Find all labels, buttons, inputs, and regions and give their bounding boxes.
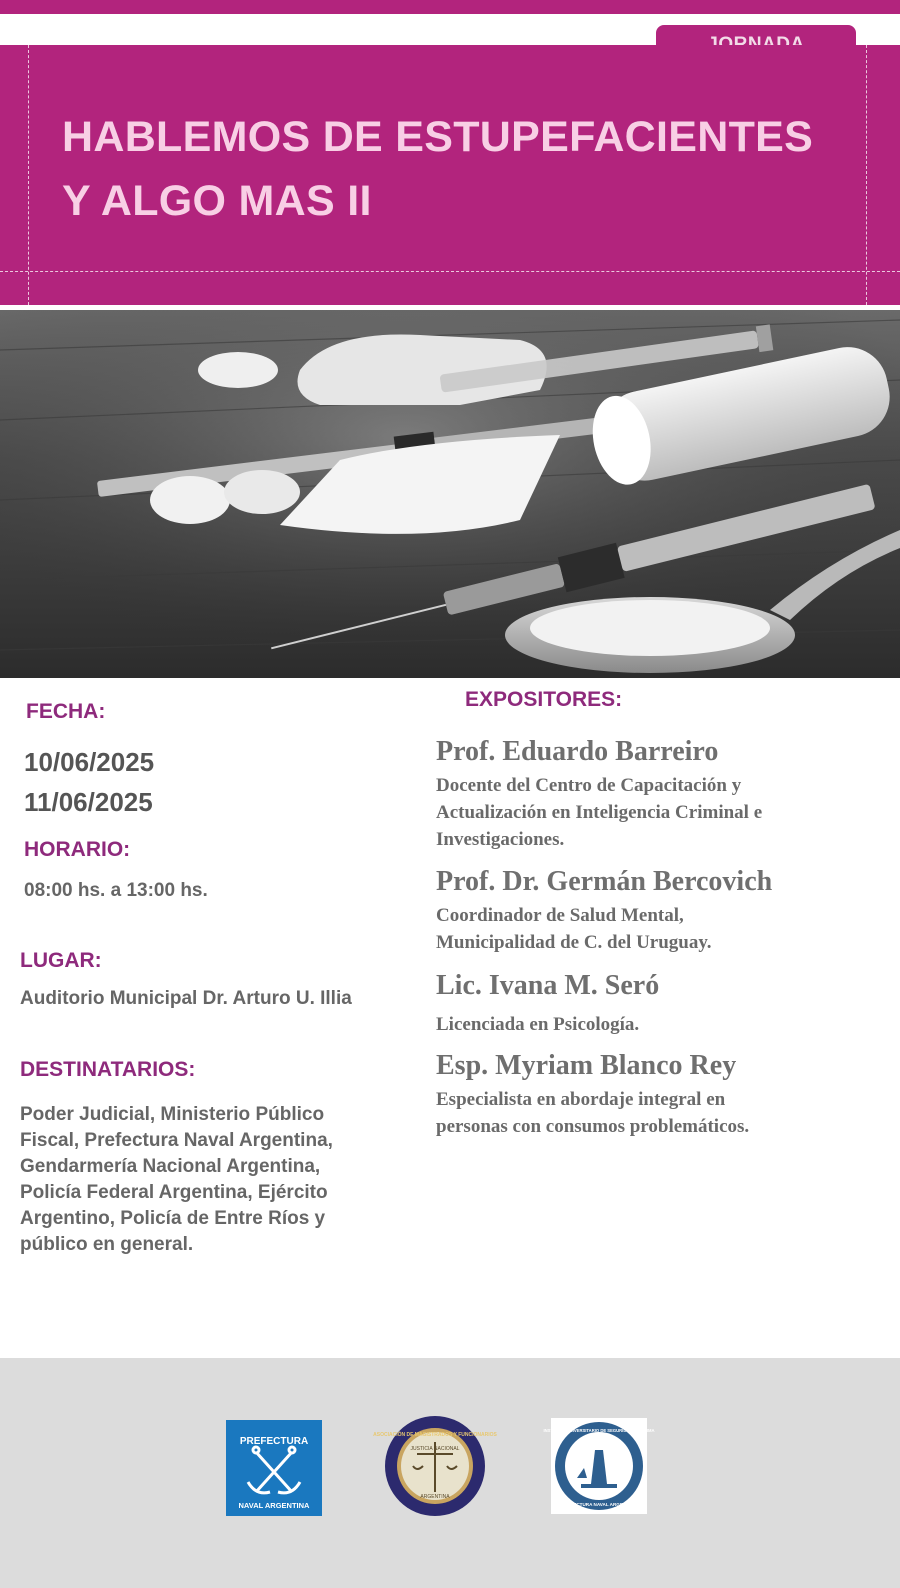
speaker-name: Lic. Ivana M. Seró bbox=[436, 970, 660, 1001]
drugs-illustration bbox=[0, 310, 900, 678]
destinatarios-label: DESTINATARIOS: bbox=[20, 1058, 196, 1081]
instituto-logo-art bbox=[543, 1418, 655, 1514]
footer bbox=[0, 1358, 900, 1588]
lugar-value: Auditorio Municipal Dr. Arturo U. Illia bbox=[20, 988, 352, 1009]
banner-dashed-line bbox=[28, 45, 29, 305]
fecha-label: FECHA: bbox=[26, 700, 106, 723]
logo2-text-country: ARGENTINA bbox=[420, 1494, 450, 1500]
speaker-desc bbox=[436, 1011, 886, 1038]
speaker-desc bbox=[436, 902, 886, 956]
banner-dashed-line bbox=[866, 45, 867, 305]
logo2-text-arc: ASOCIACIÓN DE MAGISTRADOS Y FUNCIONARIOS bbox=[373, 1432, 497, 1438]
page-title bbox=[62, 105, 862, 233]
destinatarios-line: Fiscal, Prefectura Naval Argentina, bbox=[20, 1130, 333, 1151]
horario-label: HORARIO: bbox=[24, 838, 131, 861]
speaker-name: Prof. Dr. Germán Bercovich bbox=[436, 866, 773, 897]
speaker-desc-line: Coordinador de Salud Mental, bbox=[436, 905, 684, 926]
anchors-icon bbox=[248, 1447, 300, 1493]
destinatarios-line: Policía Federal Argentina, Ejército bbox=[20, 1182, 328, 1203]
title-line-2: Y ALGO MAS II bbox=[62, 177, 372, 225]
speaker-desc-line: Especialista en abordaje integral en bbox=[436, 1089, 726, 1110]
destinatarios-line: público en general. bbox=[20, 1234, 194, 1255]
title-line-1: HABLEMOS DE ESTUPEFACIENTES bbox=[62, 113, 814, 161]
horario-value: 08:00 hs. a 13:00 hs. bbox=[24, 880, 208, 901]
destinatarios-list bbox=[20, 1102, 333, 1258]
banner-dashed-line bbox=[0, 271, 900, 272]
destinatarios-line: Argentino, Policía de Entre Ríos y bbox=[20, 1208, 326, 1229]
logo1-text-top: PREFECTURA bbox=[239, 1436, 309, 1447]
speaker-desc-line: Docente del Centro de Capacitación y bbox=[436, 775, 742, 796]
date-2: 11/06/2025 bbox=[24, 787, 153, 817]
magistrados-logo-art bbox=[373, 1414, 497, 1518]
lugar-label: LUGAR: bbox=[20, 949, 102, 972]
speaker-desc bbox=[436, 772, 886, 853]
speaker-name: Prof. Eduardo Barreiro bbox=[436, 736, 719, 767]
prefectura-logo-art bbox=[226, 1420, 322, 1516]
magistrados-logo bbox=[373, 1414, 497, 1518]
expositores-label: EXPOSITORES: bbox=[465, 688, 623, 711]
speaker-desc-line: Licenciada en Psicología. bbox=[436, 1014, 640, 1035]
logo3-text-top: INSTITUTO UNIVERSITARIO DE SEGURIDAD MARÍTIMA bbox=[543, 1428, 655, 1433]
dates bbox=[24, 742, 154, 822]
destinatarios-line: Poder Judicial, Ministerio Público bbox=[20, 1104, 325, 1125]
speaker-desc-line: Investigaciones. bbox=[436, 829, 565, 850]
drugs-photo bbox=[0, 310, 900, 678]
destinatarios-line: Gendarmería Nacional Argentina, bbox=[20, 1156, 321, 1177]
logo2-text-inner: JUSTICIA NACIONAL bbox=[410, 1446, 460, 1452]
top-strip bbox=[0, 0, 900, 14]
speaker-desc-line: Actualización en Inteligencia Criminal e bbox=[436, 802, 763, 823]
instituto-logo bbox=[543, 1418, 655, 1514]
logo3-text-bottom: PREFECTURA NAVAL ARGENTINA bbox=[561, 1502, 637, 1507]
date-1: 10/06/2025 bbox=[24, 747, 155, 777]
prefectura-logo bbox=[226, 1420, 322, 1516]
speaker-desc-line: personas con consumos problemáticos. bbox=[436, 1116, 750, 1137]
title-banner bbox=[0, 45, 900, 305]
logo1-text-bottom: NAVAL ARGENTINA bbox=[238, 1501, 310, 1510]
speaker-desc bbox=[436, 1086, 886, 1140]
speaker-desc-line: Municipalidad de C. del Uruguay. bbox=[436, 932, 712, 953]
speaker-name: Esp. Myriam Blanco Rey bbox=[436, 1050, 737, 1081]
